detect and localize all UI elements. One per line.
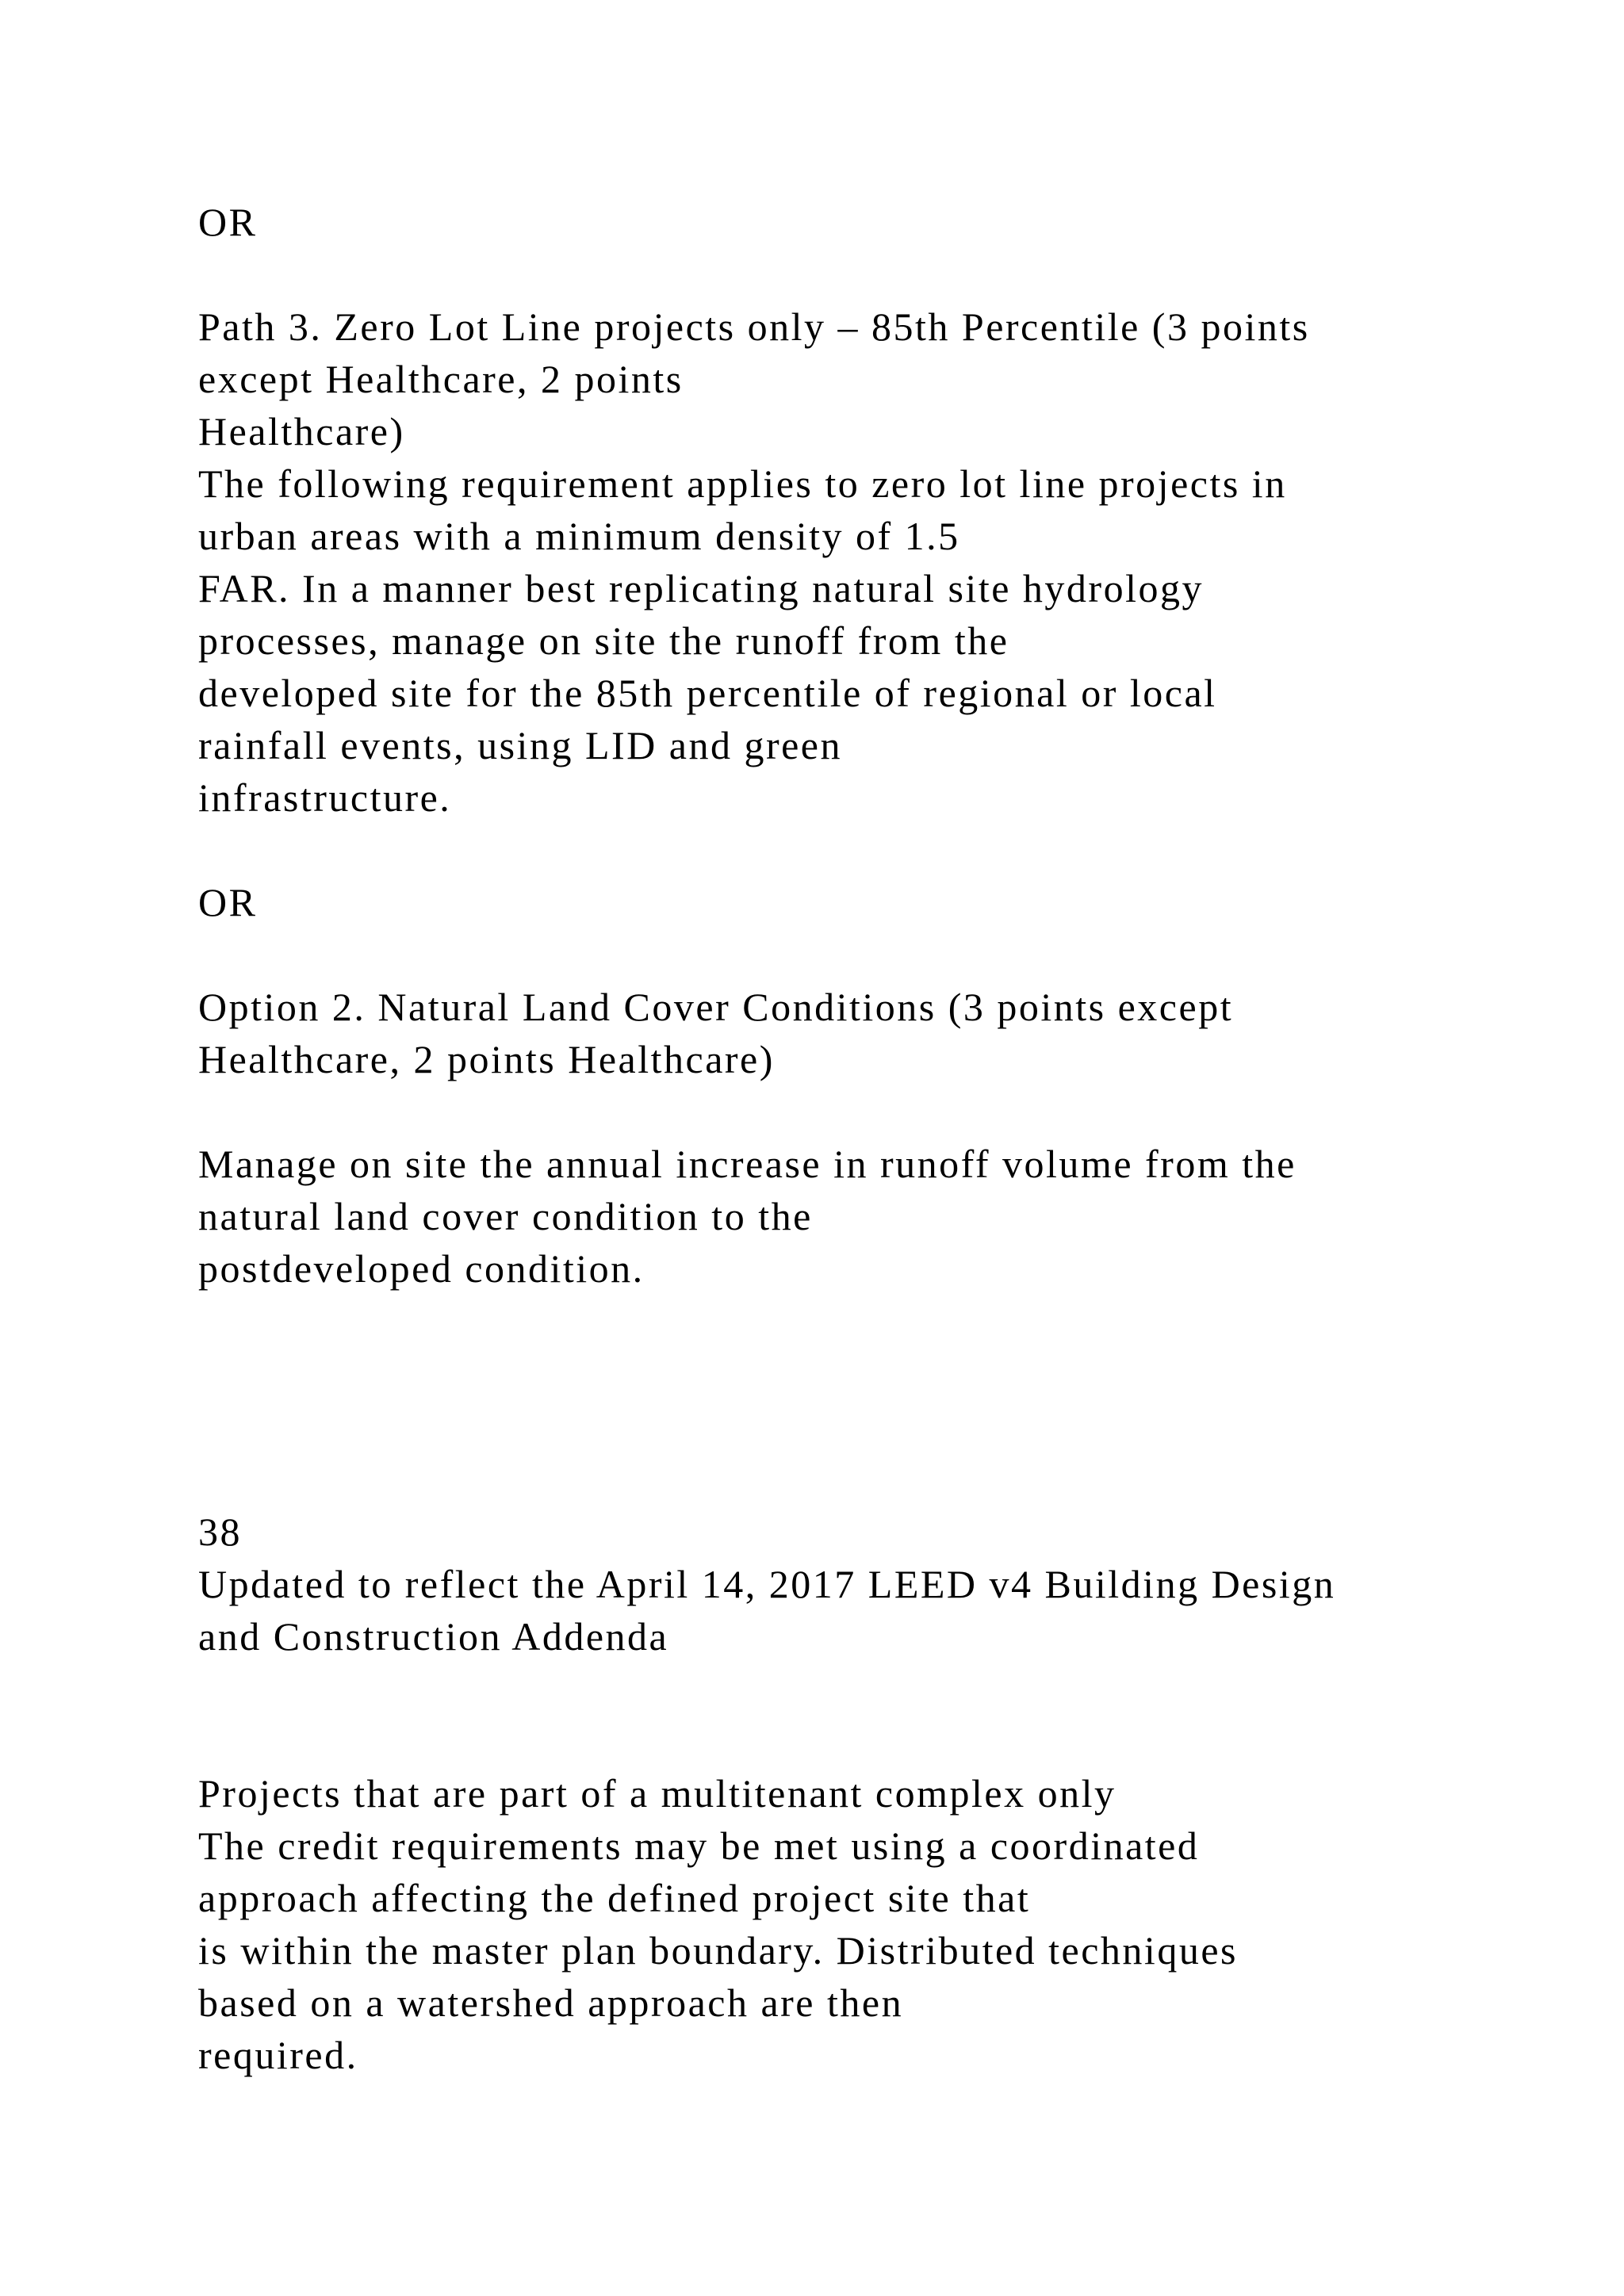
path3-body-line-6: rainfall events, using LID and green — [198, 723, 842, 767]
path3-body-line-4: processes, manage on site the runoff from the — [198, 618, 1009, 663]
option2-heading-line-1: Option 2. Natural Land Cover Conditions (3 points except — [198, 985, 1234, 1029]
path3-body-line-3: FAR. In a manner best replicating natural site hydrology — [198, 566, 1204, 610]
multitenant-body-line-5: required. — [198, 2033, 358, 2077]
path3-body-line-1: The following requirement applies to zero lot line projects in — [198, 461, 1287, 506]
or-separator-2: OR — [198, 880, 258, 924]
multitenant-body-line-3: is within the master plan boundary. Distributed techniques — [198, 1928, 1238, 1973]
path3-heading-line-3: Healthcare) — [198, 409, 405, 453]
multitenant-body-line-4: based on a watershed approach are then — [198, 1980, 904, 2025]
path3-body-line-2: urban areas with a minimum density of 1.5 — [198, 514, 960, 558]
page-number: 38 — [198, 1510, 242, 1554]
multitenant-body-line-2: approach affecting the defined project site that — [198, 1876, 1031, 1920]
path3-heading-line-1: Path 3. Zero Lot Line projects only – 85th Percentile (3 points — [198, 304, 1310, 349]
option2-body-line-3: postdeveloped condition. — [198, 1246, 645, 1291]
or-separator-1: OR — [198, 200, 258, 244]
addenda-note-line-1: Updated to reflect the April 14, 2017 LEED v4 Building Design — [198, 1562, 1336, 1606]
option2-body-line-2: natural land cover condition to the — [198, 1194, 813, 1238]
path3-body-line-5: developed site for the 85th percentile of regional or local — [198, 671, 1217, 715]
option2-heading-line-2: Healthcare, 2 points Healthcare) — [198, 1037, 775, 1081]
option2-body-line-1: Manage on site the annual increase in runoff volume from the — [198, 1142, 1297, 1186]
multitenant-body-line-1: The credit requirements may be met using a coordinated — [198, 1823, 1200, 1868]
path3-body-line-7: infrastructure. — [198, 775, 452, 820]
addenda-note-line-2: and Construction Addenda — [198, 1614, 669, 1659]
path3-heading-line-2: except Healthcare, 2 points — [198, 357, 684, 401]
multitenant-heading: Projects that are part of a multitenant complex only — [198, 1771, 1116, 1816]
